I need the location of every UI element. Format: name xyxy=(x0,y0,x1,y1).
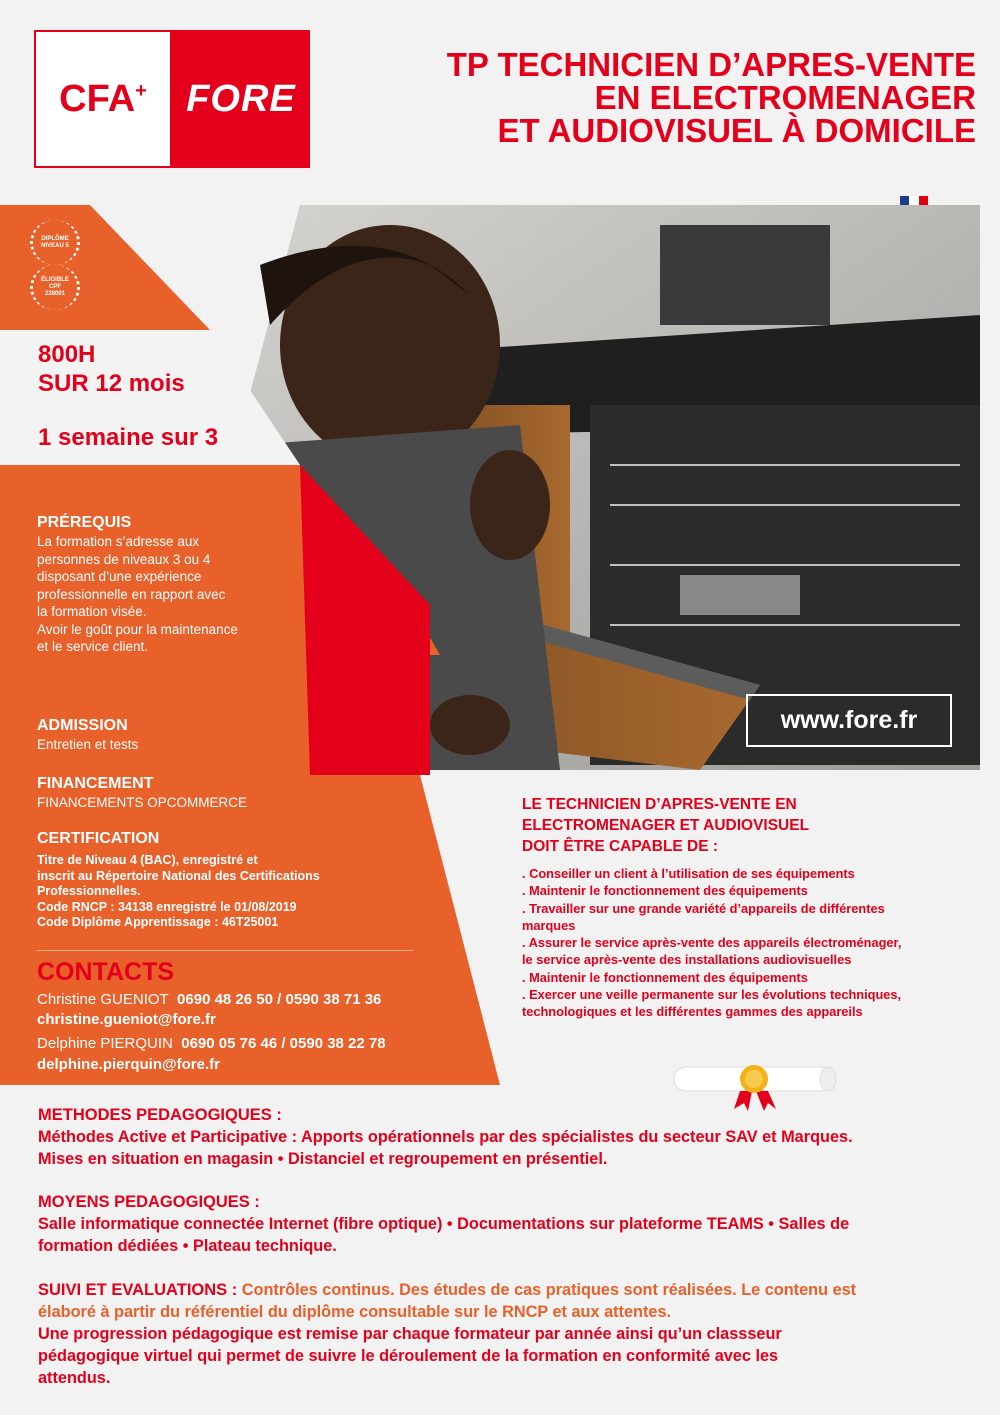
badge-cpf-line-1: ÉLIGIBLE xyxy=(41,277,69,283)
duration xyxy=(38,340,185,398)
contact-1 xyxy=(37,990,381,1009)
contact-2 xyxy=(37,1034,386,1053)
skills-items-line: technologiques et les différentes gammes des appareils xyxy=(522,1004,863,1020)
prerequis-lines-line: et le service client. xyxy=(37,639,149,654)
financement-heading: FINANCEMENT xyxy=(37,775,154,792)
page-title xyxy=(336,48,976,147)
rhythm: 1 semaine sur 3 xyxy=(38,424,219,451)
badge-diplome-line-2: NIVEAU 5 xyxy=(41,242,69,249)
suivi-line-2: élaboré à partir du référentiel du diplôme consultable sur le RNCP et aux attentes. xyxy=(38,1303,672,1321)
moyens-section xyxy=(38,1191,968,1257)
title-line-3: ET AUDIOVISUEL À DOMICILE xyxy=(497,112,976,149)
certification-lines-line: Code Diplôme Apprentissage : 46T25001 xyxy=(37,915,279,929)
moyens-line-1: Salle informatique connectée Internet (fibre optique) • Documentations sur plateforme TEAMS • Salles de xyxy=(38,1215,850,1233)
prerequis-lines-line: Avoir le goût pour la maintenance xyxy=(37,621,238,637)
suivi-first-text: Contrôles continus. Des études de cas pratiques sont réalisées. Le contenu est xyxy=(237,1281,857,1299)
suivi-heading: SUIVI ET EVALUATIONS : xyxy=(38,1281,238,1299)
cfa-fore-logo xyxy=(34,30,310,168)
prerequis-lines-line: professionnelle en rapport avec xyxy=(37,586,226,602)
french-flag-icon xyxy=(900,196,928,205)
duration-months: SUR 12 mois xyxy=(38,370,185,397)
suivi-section xyxy=(38,1279,968,1389)
prerequis-section xyxy=(37,513,238,656)
methodes-section xyxy=(38,1104,968,1170)
skills-items-line: . Conseiller un client à l’utilisation de ses équipements xyxy=(522,866,855,881)
skills-items-line: . Exercer une veille permanente sur les évolutions techniques, xyxy=(522,987,902,1003)
title-line-2: EN ELECTROMENAGER xyxy=(594,79,976,116)
skills-items-line: le service après-vente des installations audiovisuelles xyxy=(522,952,852,968)
skills-items-line: . Travailler sur une grande variété d’appareils de différentes xyxy=(522,900,885,916)
admission-heading: ADMISSION xyxy=(37,717,128,734)
skills-items-line: . Assurer le service après-vente des appareils électroménager, xyxy=(522,935,902,951)
prerequis-lines-line: personnes de niveaux 3 ou 4 xyxy=(37,551,211,567)
contact-1-phones[interactable]: 0690 48 26 50 / 0590 38 71 36 xyxy=(177,991,382,1008)
skills-items-line: . Maintenir le fonctionnement des équipements xyxy=(522,969,808,985)
cfa-plus: + xyxy=(135,79,147,102)
prerequis-heading: PRÉREQUIS xyxy=(37,514,132,531)
contact-2-email-row xyxy=(37,1055,220,1074)
contacts-heading: CONTACTS xyxy=(37,958,175,986)
skills-heading xyxy=(522,794,809,857)
cpf-badge xyxy=(30,265,80,310)
divider xyxy=(37,950,413,951)
contact-1-email-row xyxy=(37,1010,216,1029)
skills-heading-line-2: ELECTROMENAGER ET AUDIOVISUEL xyxy=(522,817,810,834)
badge-cpf-line-2: CPF xyxy=(49,284,61,290)
prerequis-lines-line: La formation s’adresse aux xyxy=(37,534,200,549)
cfa-text: CFA xyxy=(59,77,136,120)
badge-cpf-line-3: 228001 xyxy=(44,291,66,297)
moyens-line-2: formation dédiées • Plateau technique. xyxy=(38,1237,337,1255)
cfa-logo-block xyxy=(34,30,172,168)
fore-logo-block: FORE xyxy=(172,30,310,168)
contact-2-name: Delphine PIERQUIN xyxy=(37,1035,173,1052)
certification-lines-line: Titre de Niveau 4 (BAC), enregistré et xyxy=(37,853,258,867)
methodes-line-1: Méthodes Active et Participative : Apports opérationnels par des spécialistes du secteur SAV et Marques. xyxy=(38,1128,853,1146)
contact-2-email[interactable]: delphine.pierquin@fore.fr xyxy=(37,1056,220,1073)
skills-heading-line-1: LE TECHNICIEN D’APRES-VENTE EN xyxy=(522,796,797,813)
contact-1-email[interactable]: christine.gueniot@fore.fr xyxy=(37,1011,216,1028)
financement-text: FINANCEMENTS OPCOMMERCE xyxy=(37,795,248,810)
diplome-niveau-badge xyxy=(30,220,80,265)
certification-section xyxy=(37,829,320,931)
admission-section xyxy=(37,716,138,754)
skills-heading-line-3: DOIT ÊTRE CAPABLE DE : xyxy=(522,838,719,855)
certification-lines-line: Professionnelles. xyxy=(37,884,141,898)
badge-diplome-line-1: DIPLÔME xyxy=(41,235,69,242)
skills-list xyxy=(522,865,982,1021)
skills-items-line: . Maintenir le fonctionnement des équipements xyxy=(522,883,808,899)
financement-section xyxy=(37,774,247,812)
methodes-line-2: Mises en situation en magasin • Distanciel et regroupement en présentiel. xyxy=(38,1150,608,1168)
title-line-1: TP TECHNICIEN D’APRES-VENTE xyxy=(446,46,976,83)
admission-text: Entretien et tests xyxy=(37,737,139,752)
certification-heading: CERTIFICATION xyxy=(37,830,160,847)
suivi-line-3: Une progression pédagogique est remise par chaque formateur par année ainsi qu’un classseur xyxy=(38,1325,782,1343)
website-url[interactable]: www.fore.fr xyxy=(746,694,952,747)
prerequis-lines-line: la formation visée. xyxy=(37,604,147,619)
suivi-line-5: attendus. xyxy=(38,1369,111,1387)
moyens-heading: MOYENS PEDAGOGIQUES : xyxy=(38,1193,260,1211)
certification-lines-line: inscrit au Répertoire National des Certifications xyxy=(37,868,320,883)
contact-1-name: Christine GUENIOT xyxy=(37,991,169,1008)
suivi-line-4: pédagogique virtuel qui permet de suivre le déroulement de la formation en conformité avec les xyxy=(38,1347,779,1365)
contact-2-phones[interactable]: 0690 05 76 46 / 0590 38 22 78 xyxy=(181,1035,386,1052)
duration-hours: 800H xyxy=(38,341,96,368)
prerequis-lines-line: disposant d’une expérience xyxy=(37,569,202,584)
certification-lines-line: Code RNCP : 34138 enregistré le 01/08/2019 xyxy=(37,899,297,914)
skills-items-line: marques xyxy=(522,917,576,933)
suivi-first-line xyxy=(38,1279,968,1301)
methodes-heading: METHODES PEDAGOGIQUES : xyxy=(38,1106,282,1124)
